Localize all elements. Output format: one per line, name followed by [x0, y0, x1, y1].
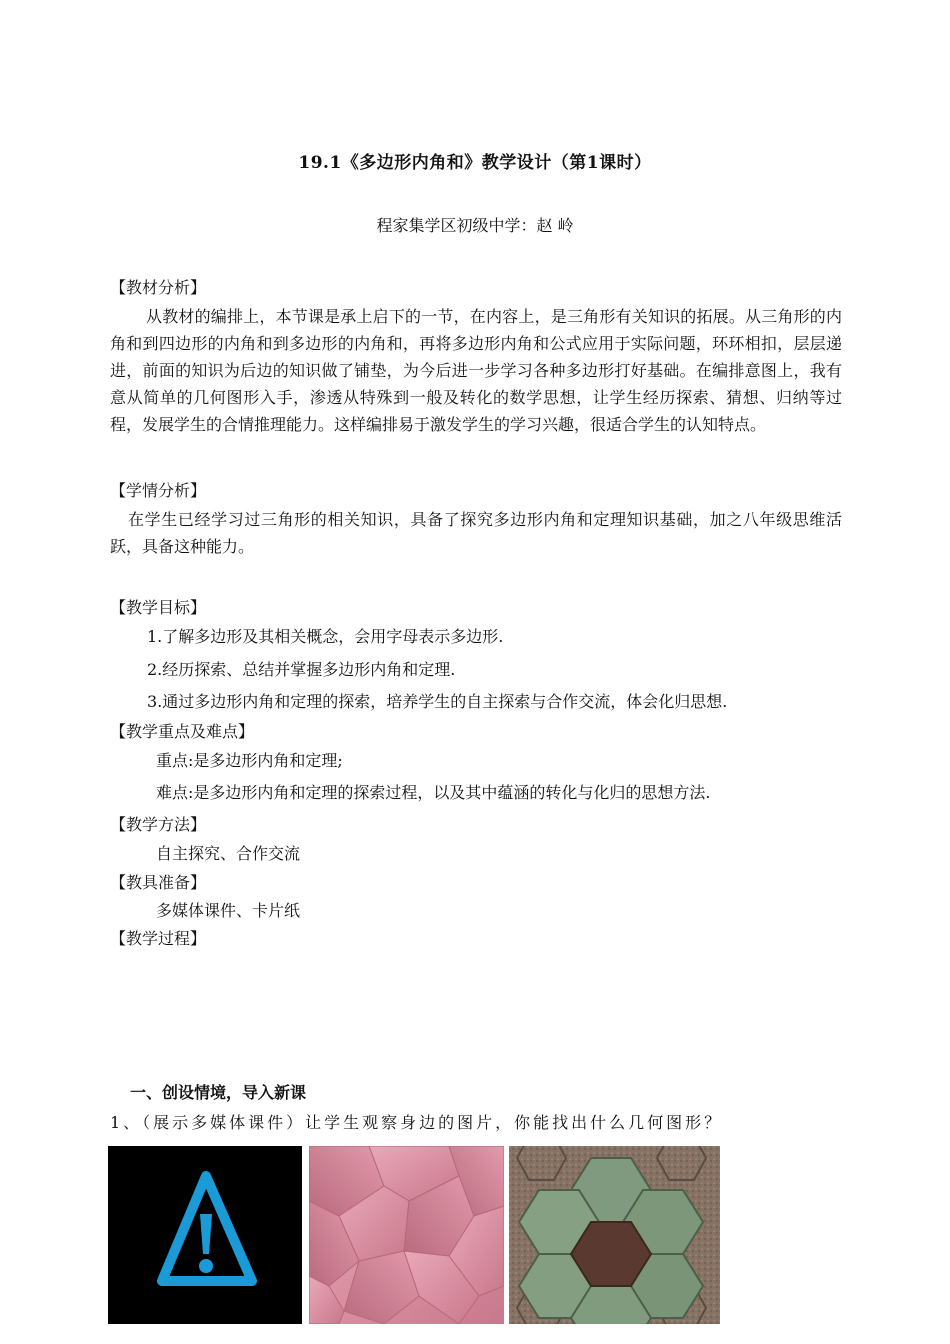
heading-process: 【教学过程】: [110, 929, 207, 948]
goal-item-3: 3.通过多边形内角和定理的探索，培养学生的自主探索与合作交流，体会化归思想.: [147, 692, 728, 711]
hexagon-tiling-image: [509, 1146, 720, 1324]
difficult-point: 难点:是多边形内角和定理的探索过程，以及其中蕴涵的转化与化归的思想方法.: [156, 783, 711, 802]
paragraph-student: 在学生已经学习过三角形的相关知识，具备了探究多边形内角和定理知识基础，加之八年级思维活跃，具备这种能力。: [110, 510, 842, 556]
image-hexagon-tiling: [509, 1146, 720, 1324]
heading-method: 【教学方法】: [110, 815, 207, 834]
heading-tools: 【教具准备】: [110, 873, 207, 892]
pink-pentagon-tiling-image: [309, 1146, 504, 1324]
document-author: 程家集学区初级中学：赵 岭: [376, 216, 574, 235]
warning-triangle-icon: [108, 1146, 302, 1324]
image-pink-tiling: [309, 1146, 504, 1324]
goal-item-2: 2.经历探索、总结并掌握多边形内角和定理.: [147, 660, 456, 679]
key-point: 重点:是多边形内角和定理;: [156, 751, 343, 770]
part1-step1: 1、（展示多媒体课件）让学生观察身边的图片，你能找出什么几何图形？: [110, 1113, 724, 1132]
heading-goals: 【教学目标】: [110, 598, 207, 617]
paragraph-material: 从教材的编排上，本节课是承上启下的一节，在内容上，是三角形有关知识的拓展。从三角形的内角和到四边形的内角和到多边形的内角和，再将多边形内角和公式应用于实际问题，环环相扣，层层递进，前面的知识为后边的知识做了铺垫，为今后进一步学习各种多边形打好基础。在编排意图上，我有意从简单的几何图形入手，渗透从特殊到一般及转化的数学思想，让学生经历探索、猜想、归纳等过程，发展学生的合情推理能力。这样编排易于激发学生的学习兴趣，很适合学生的认知特点。: [110, 307, 842, 434]
heading-key-points: 【教学重点及难点】: [110, 722, 255, 741]
heading-material: 【教材分析】: [110, 278, 207, 297]
heading-student: 【学情分析】: [110, 481, 207, 500]
document-title: 19.1《多边形内角和》教学设计（第1课时）: [298, 153, 652, 173]
goal-item-1: 1.了解多边形及其相关概念，会用字母表示多边形.: [147, 627, 504, 646]
part1-heading: 一、创设情境，导入新课: [130, 1083, 307, 1102]
tools-text: 多媒体课件、卡片纸: [156, 901, 301, 920]
image-warning-sign: [108, 1146, 302, 1324]
method-text: 自主探究、合作交流: [156, 844, 301, 863]
